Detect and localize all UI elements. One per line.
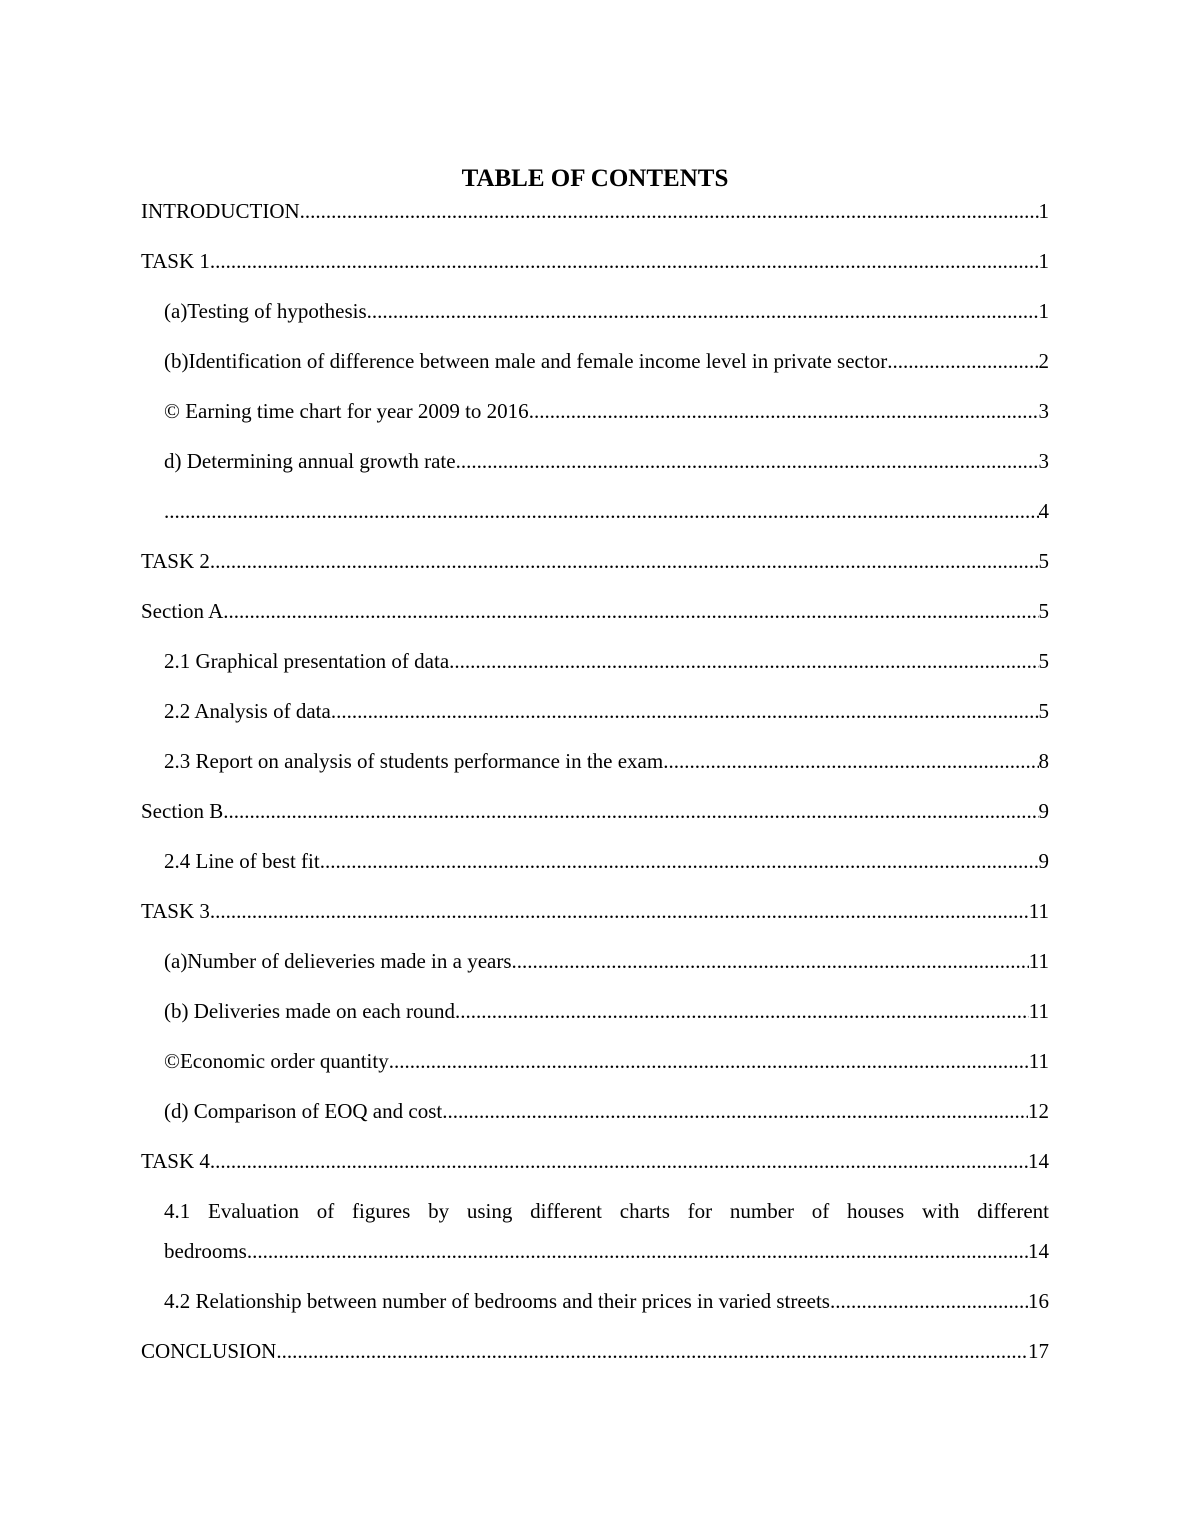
toc-page-number: 9	[1038, 799, 1049, 823]
toc-entry-income-difference[interactable]	[141, 346, 1049, 396]
toc-entry-task-1[interactable]	[141, 246, 1049, 296]
toc-entry-label: (a)Testing of hypothesis	[164, 299, 367, 323]
toc-entry-deliveries-each-round[interactable]	[141, 996, 1049, 1046]
toc-page-number: 14	[1028, 1239, 1049, 1263]
toc-page-number: 5	[1038, 699, 1049, 723]
toc-entry-label: 2.3 Report on analysis of students performance in the exam	[164, 749, 664, 773]
toc-page-number: 2	[1038, 349, 1049, 373]
toc-page-number: 5	[1038, 549, 1049, 573]
toc-entry-untitled[interactable]	[141, 496, 1049, 546]
toc-leader-dots	[247, 1236, 1028, 1266]
toc-entry-label: ©Economic order quantity	[164, 1049, 389, 1073]
toc-page-number: 1	[1038, 199, 1049, 223]
table-of-contents	[141, 196, 1049, 1386]
toc-page-number: 14	[1028, 1149, 1049, 1173]
toc-entry-conclusion[interactable]	[141, 1336, 1049, 1386]
toc-leader-dots	[442, 1096, 1028, 1126]
toc-page-number: 11	[1028, 899, 1049, 923]
toc-leader-dots	[887, 346, 1038, 376]
toc-entry-section-a[interactable]	[141, 596, 1049, 646]
page-title: TABLE OF CONTENTS	[461, 165, 729, 192]
toc-entry-label: (b)Identification of difference between male and female income level in private sector	[164, 349, 888, 373]
toc-entry-label: 2.2 Analysis of data	[164, 699, 331, 723]
toc-entry-economic-order-quantity[interactable]	[141, 1046, 1049, 1096]
toc-entry-eoq-comparison[interactable]	[141, 1096, 1049, 1146]
toc-entry-introduction[interactable]	[141, 196, 1049, 246]
toc-entry-section-b[interactable]	[141, 796, 1049, 846]
toc-leader-dots	[223, 596, 1038, 626]
toc-leader-dots	[455, 996, 1029, 1026]
toc-leader-dots	[276, 1336, 1028, 1366]
toc-entry-label: 2.1 Graphical presentation of data	[164, 649, 450, 673]
toc-entry-label-line-2: bedrooms	[164, 1239, 247, 1263]
toc-entry-analysis-of-data[interactable]	[141, 696, 1049, 746]
toc-entry-task-2[interactable]	[141, 546, 1049, 596]
toc-entry-line-of-best-fit[interactable]	[141, 846, 1049, 896]
toc-entry-label: d) Determining annual growth rate	[164, 449, 456, 473]
toc-entry-label: TASK 4	[141, 1149, 210, 1173]
toc-entry-label: Section A	[141, 599, 224, 623]
toc-leader-dots	[456, 446, 1039, 476]
toc-entry-label: 4.2 Relationship between number of bedrooms and their prices in varied streets	[164, 1289, 830, 1313]
toc-entry-task-3[interactable]	[141, 896, 1049, 946]
toc-entry-label: TASK 1	[141, 249, 210, 273]
toc-leader-dots	[512, 946, 1029, 976]
toc-entry-label: CONCLUSION	[141, 1339, 277, 1363]
toc-page-number: 11	[1028, 949, 1049, 973]
toc-entry-label: © Earning time chart for year 2009 to 2016	[164, 399, 529, 423]
toc-entry-label: 2.4 Line of best fit	[164, 849, 320, 873]
toc-leader-dots	[210, 546, 1039, 576]
toc-entry-evaluation-of-figures[interactable]	[141, 1196, 1049, 1286]
toc-leader-dots	[449, 646, 1038, 676]
toc-page-number: 1	[1038, 249, 1049, 273]
toc-entry-testing-of-hypothesis[interactable]	[141, 296, 1049, 346]
toc-entry-label-line-1: 4.1 Evaluation of figures by using different charts for number of houses with different	[164, 1199, 1049, 1223]
toc-entry-label: TASK 2	[141, 549, 210, 573]
toc-page-number: 11	[1028, 999, 1049, 1023]
toc-page-number: 9	[1038, 849, 1049, 873]
toc-entry-number-of-deliveries[interactable]	[141, 946, 1049, 996]
toc-leader-dots	[529, 396, 1039, 426]
toc-entry-label: (d) Comparison of EOQ and cost	[164, 1099, 443, 1123]
toc-entry-bedrooms-prices-relationship[interactable]	[141, 1286, 1049, 1336]
toc-leader-dots	[331, 696, 1039, 726]
toc-leader-dots	[663, 746, 1038, 776]
toc-page-number: 3	[1038, 399, 1049, 423]
toc-leader-dots	[210, 896, 1029, 926]
toc-entry-students-performance-report[interactable]	[141, 746, 1049, 796]
toc-entry-annual-growth-rate[interactable]	[141, 446, 1049, 496]
toc-leader-dots	[320, 846, 1039, 876]
toc-page-number: 12	[1028, 1099, 1049, 1123]
toc-leader-dots	[300, 196, 1039, 226]
toc-leader-dots	[164, 496, 1039, 526]
toc-entry-label: (b) Deliveries made on each round	[164, 999, 455, 1023]
toc-entry-label: (a)Number of delieveries made in a years	[164, 949, 512, 973]
toc-entry-graphical-presentation[interactable]	[141, 646, 1049, 696]
toc-entry-label: INTRODUCTION	[141, 199, 300, 223]
toc-entry-label: Section B	[141, 799, 224, 823]
toc-page-number: 4	[1038, 499, 1049, 523]
toc-leader-dots	[830, 1286, 1028, 1316]
toc-leader-dots	[367, 296, 1039, 326]
toc-entry-label: TASK 3	[141, 899, 210, 923]
toc-page-number: 17	[1028, 1339, 1049, 1363]
toc-leader-dots	[210, 1146, 1028, 1176]
toc-page-number: 16	[1028, 1289, 1049, 1313]
toc-page-number: 11	[1028, 1049, 1049, 1073]
toc-leader-dots	[389, 1046, 1029, 1076]
toc-entry-earning-time-chart[interactable]	[141, 396, 1049, 446]
toc-leader-dots	[223, 796, 1038, 826]
toc-page-number: 5	[1038, 599, 1049, 623]
toc-page-number: 5	[1038, 649, 1049, 673]
toc-page-number: 8	[1038, 749, 1049, 773]
toc-leader-dots	[210, 246, 1039, 276]
toc-page-number: 3	[1038, 449, 1049, 473]
toc-page-number: 1	[1038, 299, 1049, 323]
toc-entry-task-4[interactable]	[141, 1146, 1049, 1196]
